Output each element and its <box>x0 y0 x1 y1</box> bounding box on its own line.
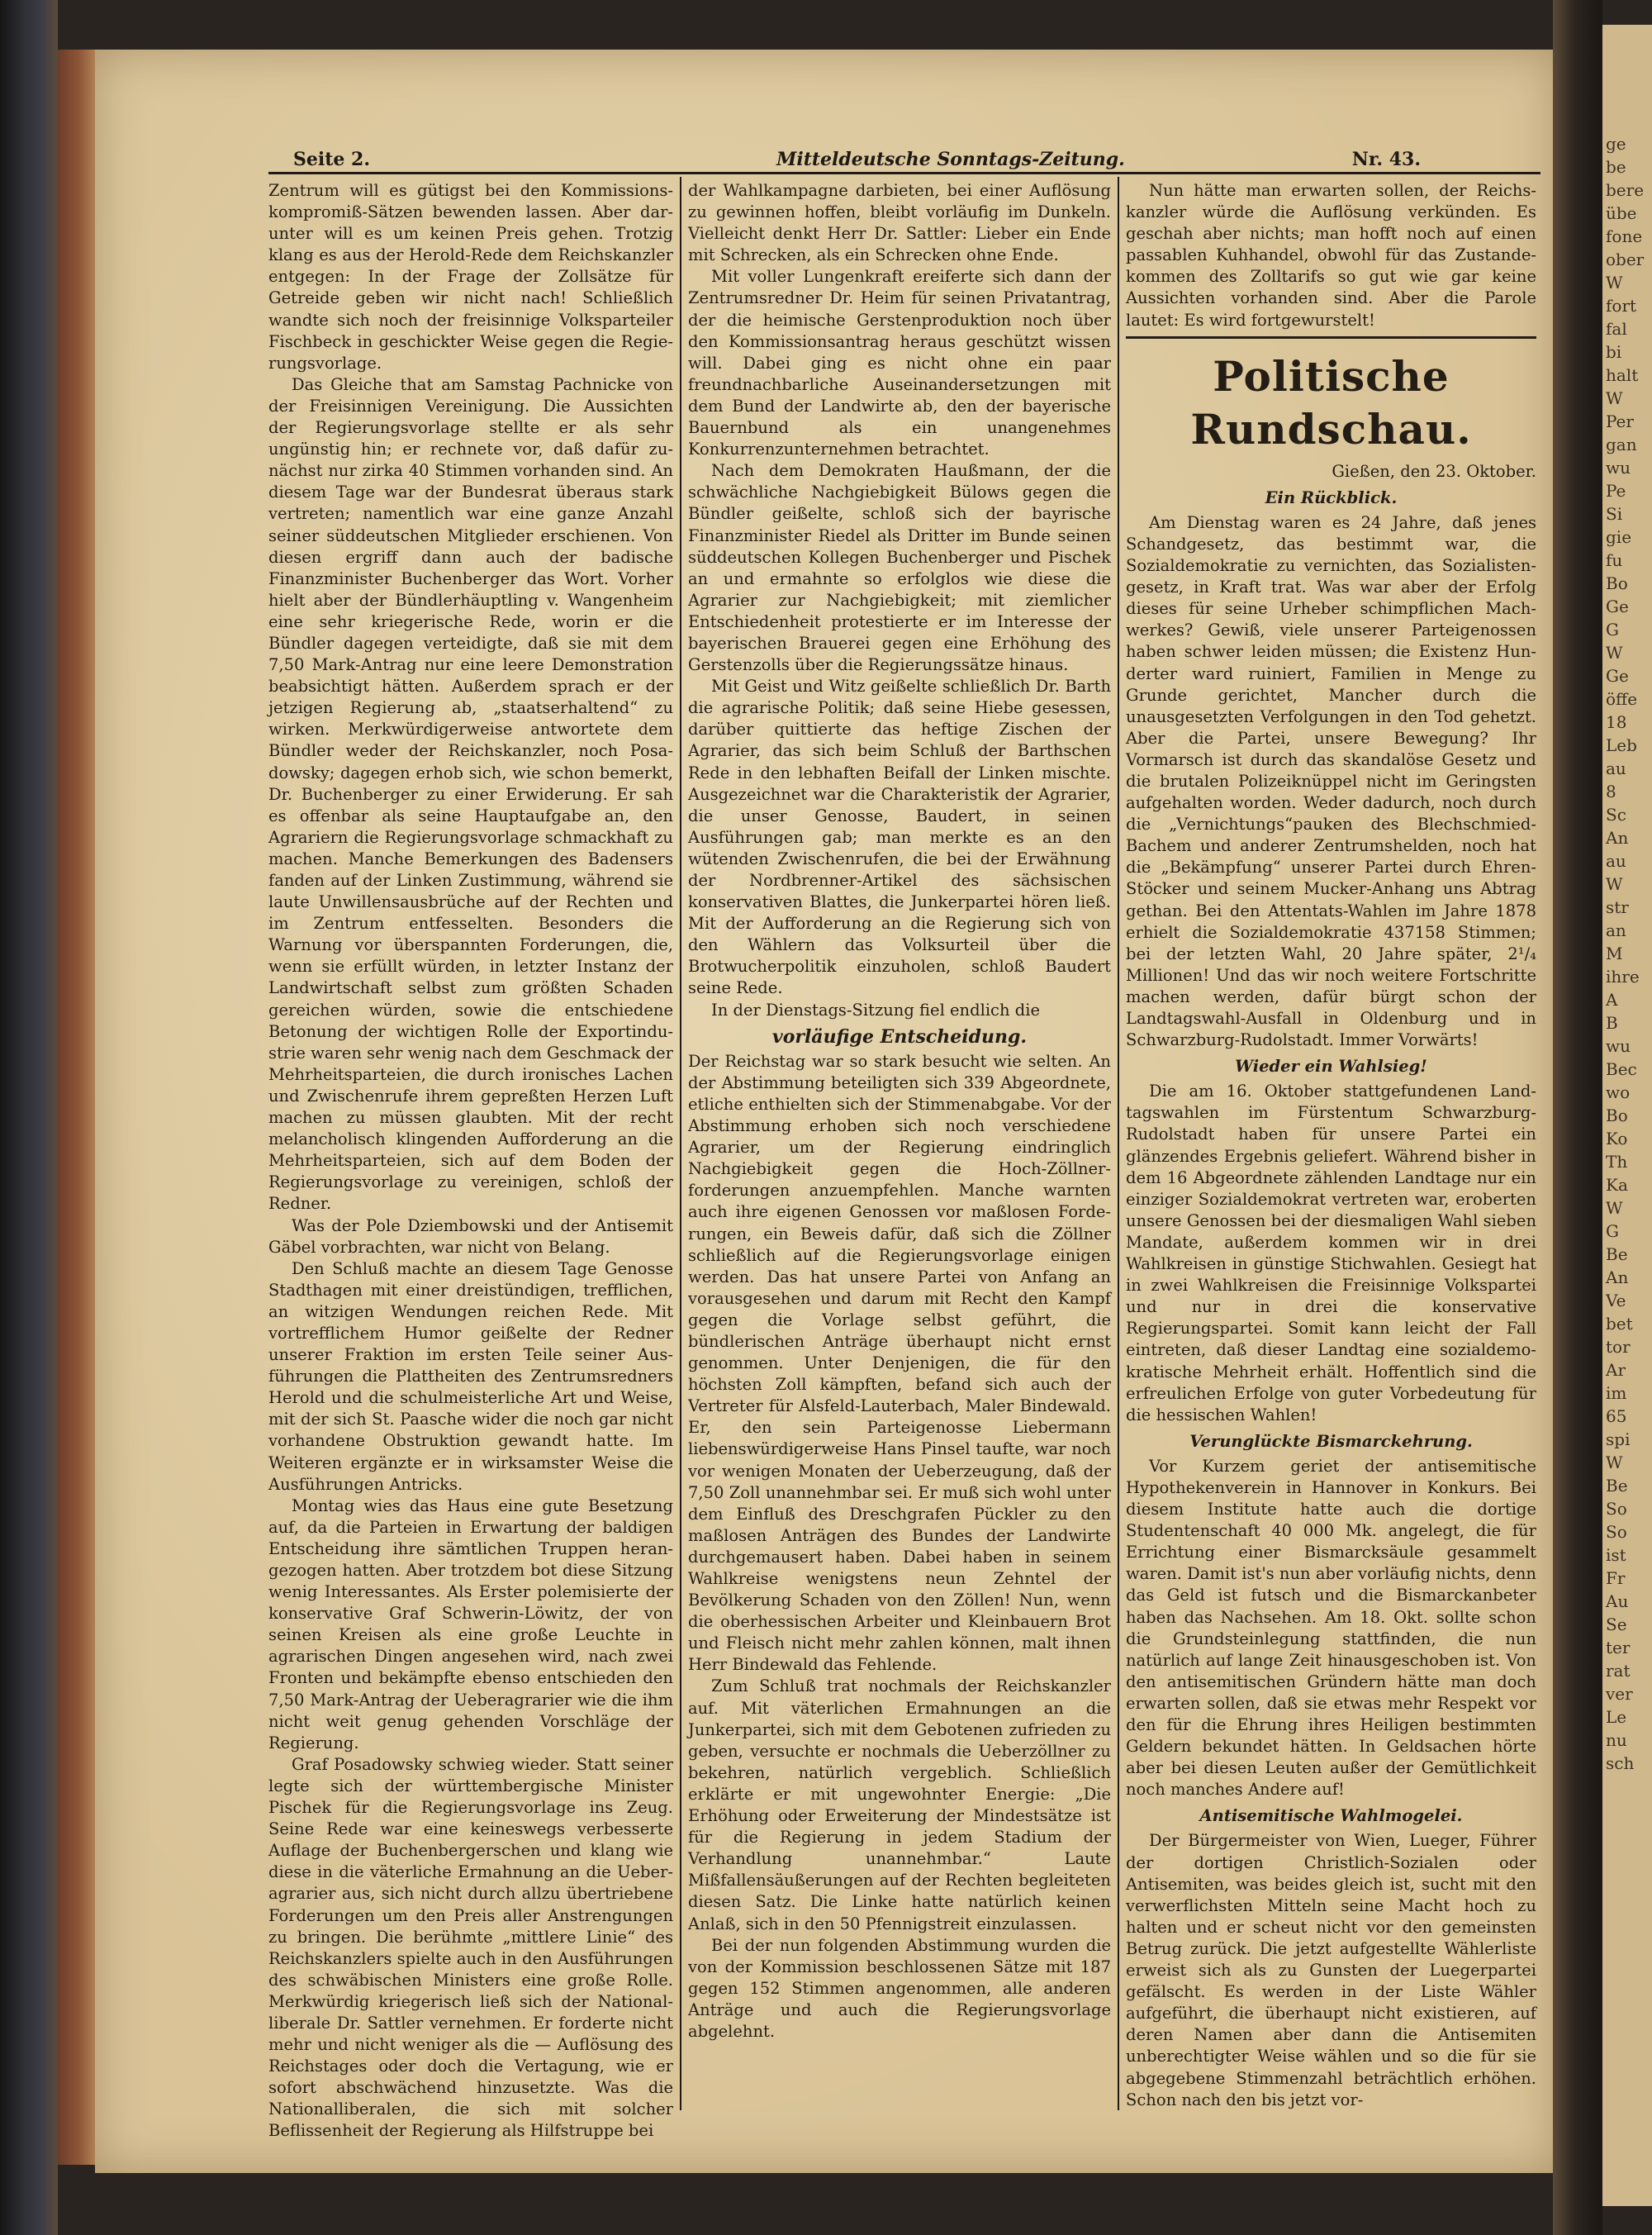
adjacent-page-line: W <box>1606 874 1623 894</box>
adjacent-page-line: wu <box>1606 458 1631 478</box>
section-title: Politische Rundschau. <box>1190 351 1472 454</box>
adjacent-page-line: gie <box>1606 527 1632 547</box>
paragraph: In der Dienstags-Sitzung fiel endlich die <box>711 1000 1040 1020</box>
adjacent-page-line: öffe <box>1606 689 1638 709</box>
adjacent-page-line: gan <box>1606 435 1637 454</box>
paragraph: Zum Schluß trat nochmals der Reichskanzler auf. Mit väterlichen Ermahnungen an die Junkerpartei, sich mit dem Gebotenen zufrieden zu geben, versuchte er nochmals die Ueberzöllner zu bekehren, natürlich vergeblich. Schließlich erklärte er mit ungewohnter Energie: „Die Erhöhung oder Erweiterung der Mindestsätze ist für die Regierung in jedem Stadium der Verhandlung unannehmbar.“ Laute Mißfallensäußerungen auf der Rechten begleiteten diesen Satz. Die Linke hatte natürlich keinen Anlaß, sich in den 50 Pfennigstreit einzulassen. <box>688 1676 1111 1933</box>
adjacent-page-line: fone <box>1606 226 1643 246</box>
paragraph: Graf Posadowsky schwieg wieder. Statt seiner legte sich der württembergische Minister Pischek für die Regierungsvorlage ins Zeug. Seine Rede war eine keineswegs verbesserte Auflage der Buchenbergerschen und klang wie diese in die väterliche Ermahnung an die Ueberagrarier aus, sich nicht durch allzu übertriebene Forderungen um den Preis aller Anstrengungen zu bringen. Die berühmte „mittlere Linie“ des Reichskanzlers spielte auch in den Ausführungen des schwäbischen Ministers eine große Rolle. Merkwürdig kriegerisch ließ sich der Nationalliberale Dr. Sattler vernehmen. Er forderte nicht mehr und nicht weniger als die — Auflösung des Reichstages oder doch die Vertagung, wie er sofort abschwächend hinzusetzte. Was die Nationalliberalen, die sich mit solcher Beflissenheit der Regierung als Hilfstruppe bei <box>268 1754 673 2141</box>
adjacent-page-line: 8 <box>1606 782 1616 801</box>
adjacent-page-line: Bec <box>1606 1059 1637 1079</box>
adjacent-page-line: ober <box>1606 250 1645 269</box>
adjacent-page-line: ver <box>1606 1684 1633 1704</box>
article-title: Verunglückte Bismarckehrung. <box>1189 1431 1473 1451</box>
adjacent-page-line: Ko <box>1606 1129 1628 1148</box>
article-body: Die am 16. Oktober stattgefundenen Landtagswahlen im Fürstentum Schwarzburg-Rudolstadt haben für unsere Partei ein glänzendes Ergebnis geliefert. Während bisher in dem 16 Abgeordnete zählenden Landtage nur ein einziger Sozialdemokrat vertreten war, eroberten unsere Genossen bei der diesmaligen Wahl sieben Mandate, außerdem kommen wir in drei Wahlkreisen in günstige Stichwahlen. Gesiegt hat in zwei Wahlkreisen die Freisinnige Volkspartei und nur in drei die konservative Regierungspartei. Somit kann leicht der Fall eintreten, daß dieser Landtag eine sozialdemokratische Mehrheit erhält. Hoffentlich sind die erfreulichen Erfolge von guter Vorbedeutung für die hessischen Wahlen! <box>1126 1082 1536 1424</box>
adjacent-page-line: au <box>1606 758 1626 778</box>
adjacent-page-line: nu <box>1606 1730 1627 1750</box>
column-2 <box>688 180 1111 2042</box>
adjacent-page-line: Au <box>1606 1591 1629 1611</box>
adjacent-page-line: ge <box>1606 134 1626 154</box>
adjacent-page-line: A <box>1606 990 1618 1010</box>
column-3 <box>1126 180 1536 2111</box>
paragraph: Nach dem Demokraten Haußmann, der die schwächliche Nachgiebigkeit Bülows gegen die Bündler geißelte, schloß sich der bayrische Finanzminister Riedel als Dritter im Bunde seinen süddeutschen Kollegen Buchenberger und Pischek an und ermahnte so erfolglos wie diese die Agrarier zur Nachgiebigkeit; mit ziemlicher Entschiedenheit protestierte er im Interesse der bayerischen Brauerei gegen eine Erhöhung des Gerstenzolls über die Regierungssätze hinaus. <box>688 461 1111 675</box>
adjacent-page-line: G <box>1606 1221 1619 1241</box>
article-title: Ein Rückblick. <box>1265 487 1398 507</box>
adjacent-page-line: W <box>1606 273 1623 292</box>
adjacent-page-line: Be <box>1606 1244 1628 1264</box>
adjacent-page-line: fu <box>1606 550 1623 570</box>
paragraph: Nun hätte man erwarten sollen, der Reichskanzler würde die Auflösung verkünden. Es geschah aber nichts; man hofft noch auf einen passablen Kuhhandel, obwohl für das Zustandekommen des Zolltarifs so gut wie gar keine Aussichten vorhanden sind. Aber die Parole lautet: Es wird fortgewurstelt! <box>1126 181 1536 330</box>
column-divider-1 <box>680 177 681 2110</box>
adjacent-page-line: An <box>1606 828 1629 848</box>
adjacent-page-line: An <box>1606 1267 1629 1287</box>
adjacent-page-line: rat <box>1606 1661 1631 1681</box>
article-title: Antisemitische Wahlmogelei. <box>1199 1806 1463 1826</box>
adjacent-page-line: tor <box>1606 1337 1631 1357</box>
article-title: Wieder ein Wahlsieg! <box>1235 1057 1427 1077</box>
adjacent-page-line: spi <box>1606 1429 1631 1449</box>
adjacent-page-line: Pe <box>1606 481 1626 501</box>
header-rule <box>268 172 1540 174</box>
adjacent-page-line: Bo <box>1606 1106 1628 1125</box>
paragraph: Das Gleiche that am Samstag Pachnicke von der Freisinnigen Vereinigung. Die Aussichten der Regierungsvorlage stellte er als sehr ungünstig hin; er rechnete vor, daß dafür zunächst nur zirka 40 Stimmen vorhanden sind. An diesem Tage war der Bundesrat überaus stark vertreten; namentlich war eine ganze Anzahl seiner süddeutschen Mitglieder erschienen. Von diesen ergriff dann auch der badische Finanzminister Buchenberger das Wort. Vorher hielt aber der Bündlerhäuptling v. Wangenheim eine sehr kriegerische Rede, worin er die Bündler dagegen verteidigte, daß sie mit dem 7,50 Mark-Antrag nur eine leere Demonstration beabsichtigt hätten. Außerdem sprach er der jetzigen Regierung ab, „staatserhaltend“ zu wirken. Merkwürdigerweise antwortete dem Bündler weder der Reichskanzler, noch Posadowsky; dagegen erhob sich, wie schon bemerkt, Dr. Buchenberger zu einer Erwiderung. Er sah es offenbar als seine Hauptaufgabe an, den Agrariern die Regierungsvorlage schmackhaft zu machen. Manche Bemerkungen des Badensers fanden auf der Linken Zustimmung, während sie laute Unwillensausbrüche auf der Rechten und im Zentrum entfesselten. Besonders die Warnung vor überspannten Forderungen, die, wenn sie erfüllt würden, in letzter Instanz der Landwirtschaft selbst zum größten Schaden gereichen würden, sowie die entschiedene Betonung der wichtigen Rolle der Exportindustrie waren sehr wenig nach dem Geschmack der Mehrheitsparteien, die durch ironisches Lachen und Zwischenrufe ihrem gepreßten Herzen Luft machen zu müssen glaubten. Mit der recht melancholisch klingenden Aufforderung an die Mehrheitsparteien, sich auf dem Boden der Regierungsvorlage zu vereinigen, schloß der Redner. <box>268 374 673 1214</box>
adjacent-page-line: Ve <box>1606 1291 1626 1310</box>
adjacent-page-line: übe <box>1606 203 1637 223</box>
adjacent-page-line: Be <box>1606 1476 1628 1496</box>
adjacent-page-line: wo <box>1606 1082 1631 1102</box>
paragraph: Was der Pole Dziembowski und der Antisemit Gäbel vorbrachten, war nicht von Belang. <box>268 1215 673 1257</box>
adjacent-page-line: W <box>1606 643 1623 663</box>
adjacent-page-line: W <box>1606 388 1623 408</box>
issue-number: Nr. 43. <box>1351 149 1421 170</box>
adjacent-page-line: Sc <box>1606 805 1626 825</box>
adjacent-page-line: Ka <box>1606 1175 1628 1195</box>
adjacent-page-line: Bo <box>1606 573 1628 593</box>
adjacent-page-line: ter <box>1606 1638 1631 1657</box>
adjacent-page-line: Si <box>1606 504 1623 524</box>
article-body: Vor Kurzem geriet der antisemitische Hypothekenverein in Hannover in Konkurs. Bei diesem Institute hatte auch die dortige Studentenschaft 40 000 Mk. angelegt, die für Errichtung einer Bismarcksäule gesammelt waren. Damit ist's nun aber vorläufig nichts, denn das Geld ist futsch und die Bismarckanbeter haben das Nachsehen. Am 18. Okt. sollte schon die Grundsteinlegung stattfinden, die nun natürlich auf lange Zeit hinausgeschoben ist. Von den antisemitischen Gründern hätte man doch erwarten sollen, daß sie etwas mehr Respekt vor den für die Ehrung ihres Heiligen bestimmten Geldern bekundet hätten. In Geldsachen hörte aber bei diesen Leuten außer der Gemütlichkeit noch manches Andere auf! <box>1126 1456 1536 1800</box>
subheading: vorläufige Entscheidung. <box>771 1025 1028 1048</box>
paragraph: Bei der nun folgenden Abstimmung wurden die von der Kommission beschlossenen Sätze mit 187 gegen 152 Stimmen angenommen, alle anderen Anträge und auch die Regierungsvorlage abgelehnt. <box>688 1935 1111 2041</box>
book-binding <box>0 0 58 2235</box>
adjacent-page-line: Leb <box>1606 735 1637 755</box>
adjacent-page-line: halt <box>1606 365 1639 385</box>
adjacent-page-line: str <box>1606 897 1629 917</box>
adjacent-page-line: Th <box>1606 1152 1628 1172</box>
paragraph: Mit voller Lungenkraft ereiferte sich dann der Zentrumsredner Dr. Heim für seinen Privatantrag, der die heimische Gerstenproduktion noch über den Kommissionsantrag heraus geschützt wissen will. Dabei ging es nicht ohne ein paar freundnachbarliche Auseinandersetzungen mit dem Bund der Landwirte ab, den der bayerische Bauernbund als ein unangenehmes Konkurrenzunternehmen betrachtet. <box>688 267 1111 459</box>
adjacent-page-line: Ge <box>1606 666 1629 686</box>
paragraph: Den Schluß machte an diesem Tage Genosse Stadthagen mit einer dreistündigen, trefflichen, an witzigen Wendungen reichen Rede. Mit vortrefflichem Humor geißelte der Redner unserer Fraktion im ersten Teile seiner Ausführungen die Plattheiten des Zentrumsredners Herold und die schulmeisterliche Art und Weise, mit der sich St. Paasche wider die noch gar nicht vorhandene Obstruktion gewandt hatte. Im Weiteren ergänzte er in wirksamster Weise die Ausführungen Antricks. <box>268 1258 673 1494</box>
page-header <box>198 149 1553 174</box>
adjacent-page-line: wu <box>1606 1036 1631 1056</box>
adjacent-page-line: So <box>1606 1499 1627 1519</box>
dateline: Gießen, den 23. Oktober. <box>1332 461 1536 481</box>
paragraph: Mit Geist und Witz geißelte schließlich Dr. Barth die agrarische Politik; daß seine Hiebe gesessen, darüber quittierte das heftige Zischen der Agrarier, das sich beim Schluß der Barthschen Rede in den lebhaften Beifall der Linken mischte. Ausgezeichnet war die Charakteristik der Agrarier, die unser Genosse, Baudert, in seinen Ausführungen gab; man merkte es an den wütenden Zwischenrufen, die bei der Erwähnung der Nordbrenner-Artikel des sächsischen konservativen Blattes, die Junkerpartei hören ließ. Mit der Aufforderung an die Regierung sich von den Wählern das Volksurteil über die Brotwucherpolitik einzuholen, schloß Baudert seine Rede. <box>688 677 1111 998</box>
newspaper-title: Mitteldeutsche Sonntags-Zeitung. <box>776 149 1125 170</box>
article-body: Der Bürgermeister von Wien, Lueger, Führer der dortigen Christlich-Sozialen oder Antisemiten, was beides gleich ist, sucht mit den verwerflichsten Mitteln seine Macht hoch zu halten und er scheut nicht vor den gemeinsten Betrug zurück. Die jetzt aufgestellte Wählerliste erweist sich als zu Gunsten der Luegerpartei gefälscht. Es werden in der Liste Wähler aufgeführt, die überhaupt nicht existieren, auf deren Namen aber dann die Antisemiten unberechtigter Weise wählen und so die für sie abgegebene Stimmenzahl beträchtlich erhöhen. Schon nach den bis jetzt vor- <box>1126 1831 1536 2109</box>
adjacent-page-line: be <box>1606 157 1626 177</box>
paragraph: Der Reichstag war so stark besucht wie selten. An der Abstimmung beteiligten sich 339 Abgeordnete, etliche enthielten sich der Stimmenabgabe. Vor der Abstimmung erhoben sich noch verschiedene Agrarier, um der Regierung eindringlich Nachgiebigkeit gegen die Hoch-Zöllnerforderungen anzuempfehlen. Manche warnten auch ihre eigenen Genossen vor maßlosen Forderungen, ein Beweis dafür, daß sich die Zöllner schließlich auf die Regierungsvorlage einigen werden. Das hat unsere Partei von Anfang an vorausgesehen und darum mit Recht den Kampf gegen die Vorlage selbst geführt, die bündlerischen Anträge überhaupt nicht ernst genommen. Unter Denjenigen, die für den höchsten Zoll kämpften, befand sich auch der Vertreter für Alsfeld-Lauterbach, Maler Bindewald. Er, den sein Parteigenosse Liebermann liebenswürdigerweise Hans Pinsel taufte, war noch vor wenigen Monaten der Ueberzeugung, daß der 7,50 Zoll unannehmbar sei. Er muß sich wohl unter dem Einfluß des Dreschgrafen Pückler zu den maßlosen Anträgen des Bundes der Landwirte durchgemausert haben. Dabei haben in seinem Wahlkreise wenigstens neun Zehntel der Bevölkerung Schaden von den Zöllen! Nun, wenn die oberhessischen Arbeiter und Kleinbauern Brot und Fleisch nicht mehr zahlen können, malt ihnen Herr Bindewald das Fehlende. <box>688 1051 1111 1675</box>
adjacent-page-line: sch <box>1606 1753 1635 1773</box>
adjacent-page-line: bi <box>1606 342 1622 362</box>
adjacent-page-line: B <box>1606 1013 1618 1033</box>
adjacent-page-line: G <box>1606 620 1619 640</box>
section-rule <box>1126 336 1536 342</box>
column-divider-2 <box>1118 177 1119 2110</box>
adjacent-page-line: Ge <box>1606 597 1629 616</box>
book-gutter <box>1553 0 1602 2235</box>
adjacent-page-line: fort <box>1606 296 1637 316</box>
column-1 <box>268 180 673 2142</box>
adjacent-page-line: Se <box>1606 1614 1627 1634</box>
adjacent-page-text <box>1606 132 1652 1775</box>
adjacent-page-line: W <box>1606 1453 1623 1472</box>
adjacent-page-line: ist <box>1606 1545 1626 1565</box>
adjacent-page-line: im <box>1606 1383 1627 1403</box>
page-number: Seite 2. <box>293 149 371 170</box>
adjacent-page-line: W <box>1606 1198 1623 1218</box>
adjacent-page-line: fal <box>1606 319 1627 339</box>
adjacent-page-line: So <box>1606 1522 1627 1542</box>
paragraph: der Wahlkampagne darbieten, bei einer Auflösung zu gewinnen hoffen, bleibt vorläufig im Dunkeln. Vielleicht denkt Herr Dr. Sattler: Lieber ein Ende mit Schrecken, als ein Schrecken ohne Ende. <box>688 181 1111 265</box>
adjacent-page-line: 65 <box>1606 1406 1627 1426</box>
article-body: Am Dienstag waren es 24 Jahre, daß jenes Schandgesetz, das bestimmt war, die Sozialdemokratie zu vernichten, das Sozialistengesetz, in Kraft trat. Was war aber der Erfolg dieses für seine Urheber schimpflichen Machwerkes? Gewiß, viele unserer Parteigenossen haben schwer leiden müssen; die Existenz Hunderter ward ruiniert, Familien in Menge zu Grunde gerichtet, Mancher durch die unausgesetzten Verfolgungen in den Tod gehetzt. Aber die Partei, unsere Bewegung? Ihr Vormarsch ist durch das skandalöse Gesetz und die brutalen Polizeiknüppel nicht im Geringsten aufgehalten worden. Weder dadurch, noch durch die „Vernichtungs“pauken des Blechschmied-Bachem und anderer Zentrumshelden, noch hat die „Bekämpfung“ unserer Partei durch Ehren-Stöcker und seinem Mucker-Anhang uns Abtrag gethan. Bei den Attentats-Wahlen im Jahre 1878 erhielt die Sozialdemokratie 437158 Stimmen; bei der letzten Wahl, 20 Jahre später, 2¹/₄ Millionen! Und das wir noch weitere Fortschritte machen werden, dafür bürgt schon der Landtagswahl-Ausfall in Oldenburg und in Schwarzburg-Rudolstadt. Immer Vorwärts! <box>1126 512 1536 1050</box>
adjacent-page-line: bere <box>1606 180 1645 200</box>
adjacent-page-line: au <box>1606 851 1626 871</box>
adjacent-page <box>1602 25 1652 2206</box>
page-edge <box>58 50 99 2165</box>
paragraph: Zentrum will es gütigst bei den Kommissionskompromiß-Sätzen bewenden lassen. Aber darunter will es um keinen Preis gehen. Trotzig klang es aus der Herold-Rede dem Reichskanzler entgegen: In der Frage der Zollsätze für Getreide geben wir nicht nach! Schließlich wandte sich noch der freisinnige Volksparteiler Fischbeck in geschickter Weise gegen die Regierungsvorlage. <box>268 181 673 373</box>
adjacent-page-line: bet <box>1606 1314 1633 1334</box>
adjacent-page-line: an <box>1606 920 1626 940</box>
adjacent-page-line: Ar <box>1606 1360 1626 1380</box>
adjacent-page-line: ihre <box>1606 967 1640 987</box>
adjacent-page-line: 18 <box>1606 712 1627 732</box>
adjacent-page-line: Le <box>1606 1707 1627 1727</box>
adjacent-page-line: M <box>1606 944 1623 963</box>
adjacent-page-line: Fr <box>1606 1568 1626 1588</box>
adjacent-page-line: Per <box>1606 411 1634 431</box>
paragraph: Montag wies das Haus eine gute Besetzung auf, da die Parteien in Erwartung der baldigen Entscheidung ihre sämtlichen Truppen herangezogen hatten. Aber trotzdem bot diese Sitzung wenig Interessantes. Als Erster polemisierte der konservative Graf Schwerin-Löwitz, der von seinen Kreisen als eine große Leuchte in agrarischen Dingen angesehen wird, nach zwei Fronten und bekämpfte ebenso entschieden den 7,50 Mark-Antrag der Ueberagrarier wie die ihm nicht weit genug gehenden Vorschläge der Regierung. <box>268 1496 673 1752</box>
